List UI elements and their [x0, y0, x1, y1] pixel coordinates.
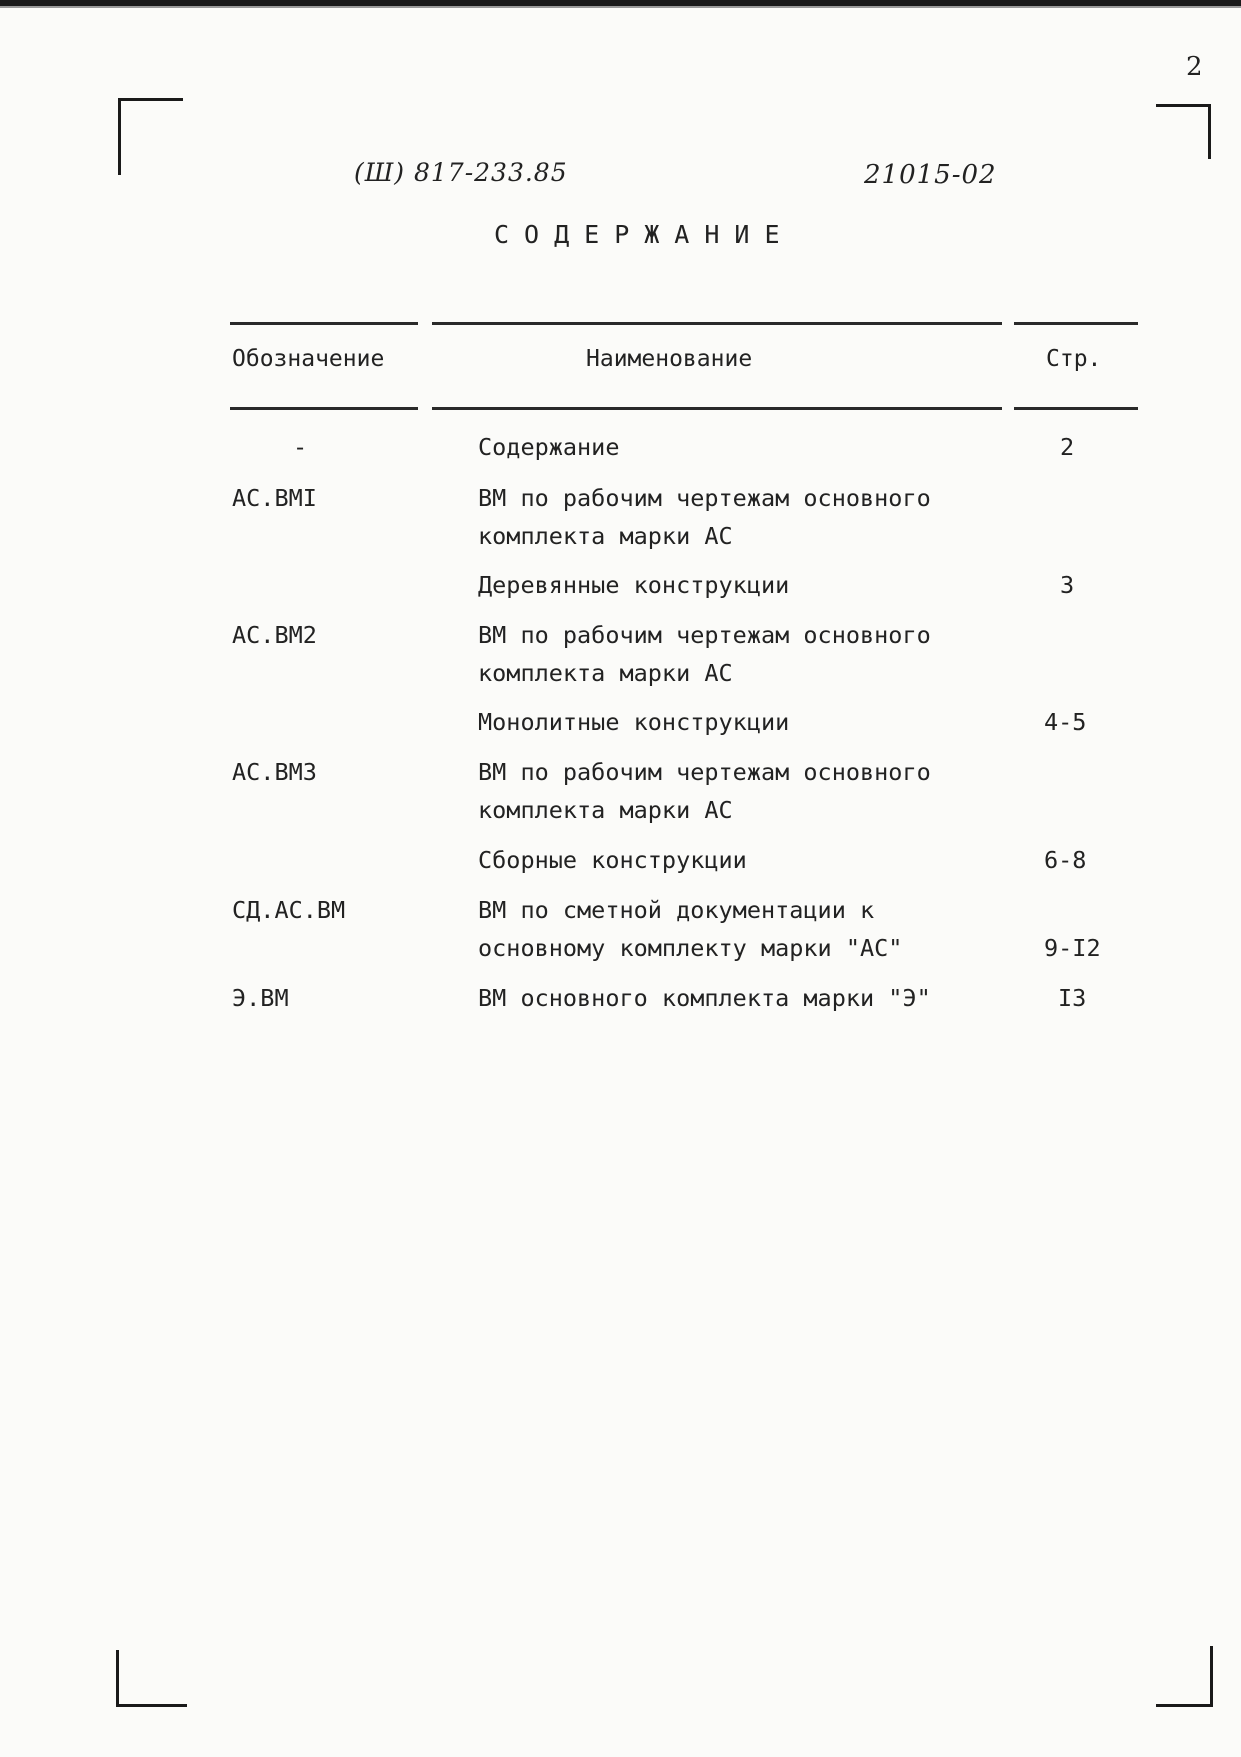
corner-mark-top-left: [118, 98, 183, 175]
table-row-code: СД.АС.ВМ: [232, 896, 346, 924]
table-row-name: ВМ по рабочим чертежам основного: [478, 621, 931, 649]
table-row-page: 4-5: [1044, 708, 1087, 736]
page-number: 2: [1186, 52, 1203, 82]
top-edge-shadow: [0, 6, 1241, 8]
header-rule-top-col2: [432, 322, 1002, 325]
table-row-page: I3: [1058, 984, 1087, 1012]
table-row-name: ВМ основного комплекта марки "Э": [478, 984, 931, 1012]
table-row-page: 3: [1060, 571, 1075, 599]
header-rule-bottom-col1: [230, 407, 418, 410]
table-row-code: АС.ВМI: [232, 484, 317, 512]
table-row-page: 6-8: [1044, 846, 1087, 874]
column-header-name: Наименование: [586, 346, 753, 372]
table-row-name: Деревянные конструкции: [478, 571, 790, 599]
header-rule-top-col1: [230, 322, 418, 325]
header-rule-top-col3: [1014, 322, 1138, 325]
table-row-name: Содержание: [478, 433, 620, 461]
table-row-code: АС.ВМ3: [232, 758, 317, 786]
header-rule-bottom-col2: [432, 407, 1002, 410]
document-code: (Ш) 817-233.85: [354, 158, 568, 187]
column-header-designation: Обозначение: [232, 346, 385, 372]
corner-mark-bottom-right: [1156, 1646, 1213, 1707]
table-row-name: ВМ по сметной документации к: [478, 896, 875, 924]
corner-mark-top-right: [1156, 104, 1211, 159]
table-row-code: -: [293, 433, 308, 461]
table-row-name-line2: комплекта марки АС: [478, 659, 733, 687]
table-row-name: Сборные конструкции: [478, 846, 747, 874]
table-row-name: Монолитные конструкции: [478, 708, 790, 736]
table-row-name-line2: комплекта марки АС: [478, 522, 733, 550]
table-row-code: Э.ВМ: [232, 984, 289, 1012]
table-row-name: ВМ по рабочим чертежам основного: [478, 758, 931, 786]
project-number: 21015-02: [864, 160, 997, 190]
corner-mark-bottom-left: [116, 1650, 187, 1707]
header-rule-bottom-col3: [1014, 407, 1138, 410]
table-row-code: АС.ВМ2: [232, 621, 317, 649]
table-row-page: 2: [1060, 433, 1075, 461]
page-title: СОДЕРЖАНИЕ: [494, 220, 795, 249]
column-header-page: Стр.: [1046, 346, 1102, 372]
table-row-name-line2: комплекта марки АС: [478, 796, 733, 824]
table-row-name: ВМ по рабочим чертежам основного: [478, 484, 931, 512]
table-row-page: 9-I2: [1044, 934, 1101, 962]
table-row-name-line2: основному комплекту марки "АС": [478, 934, 903, 962]
